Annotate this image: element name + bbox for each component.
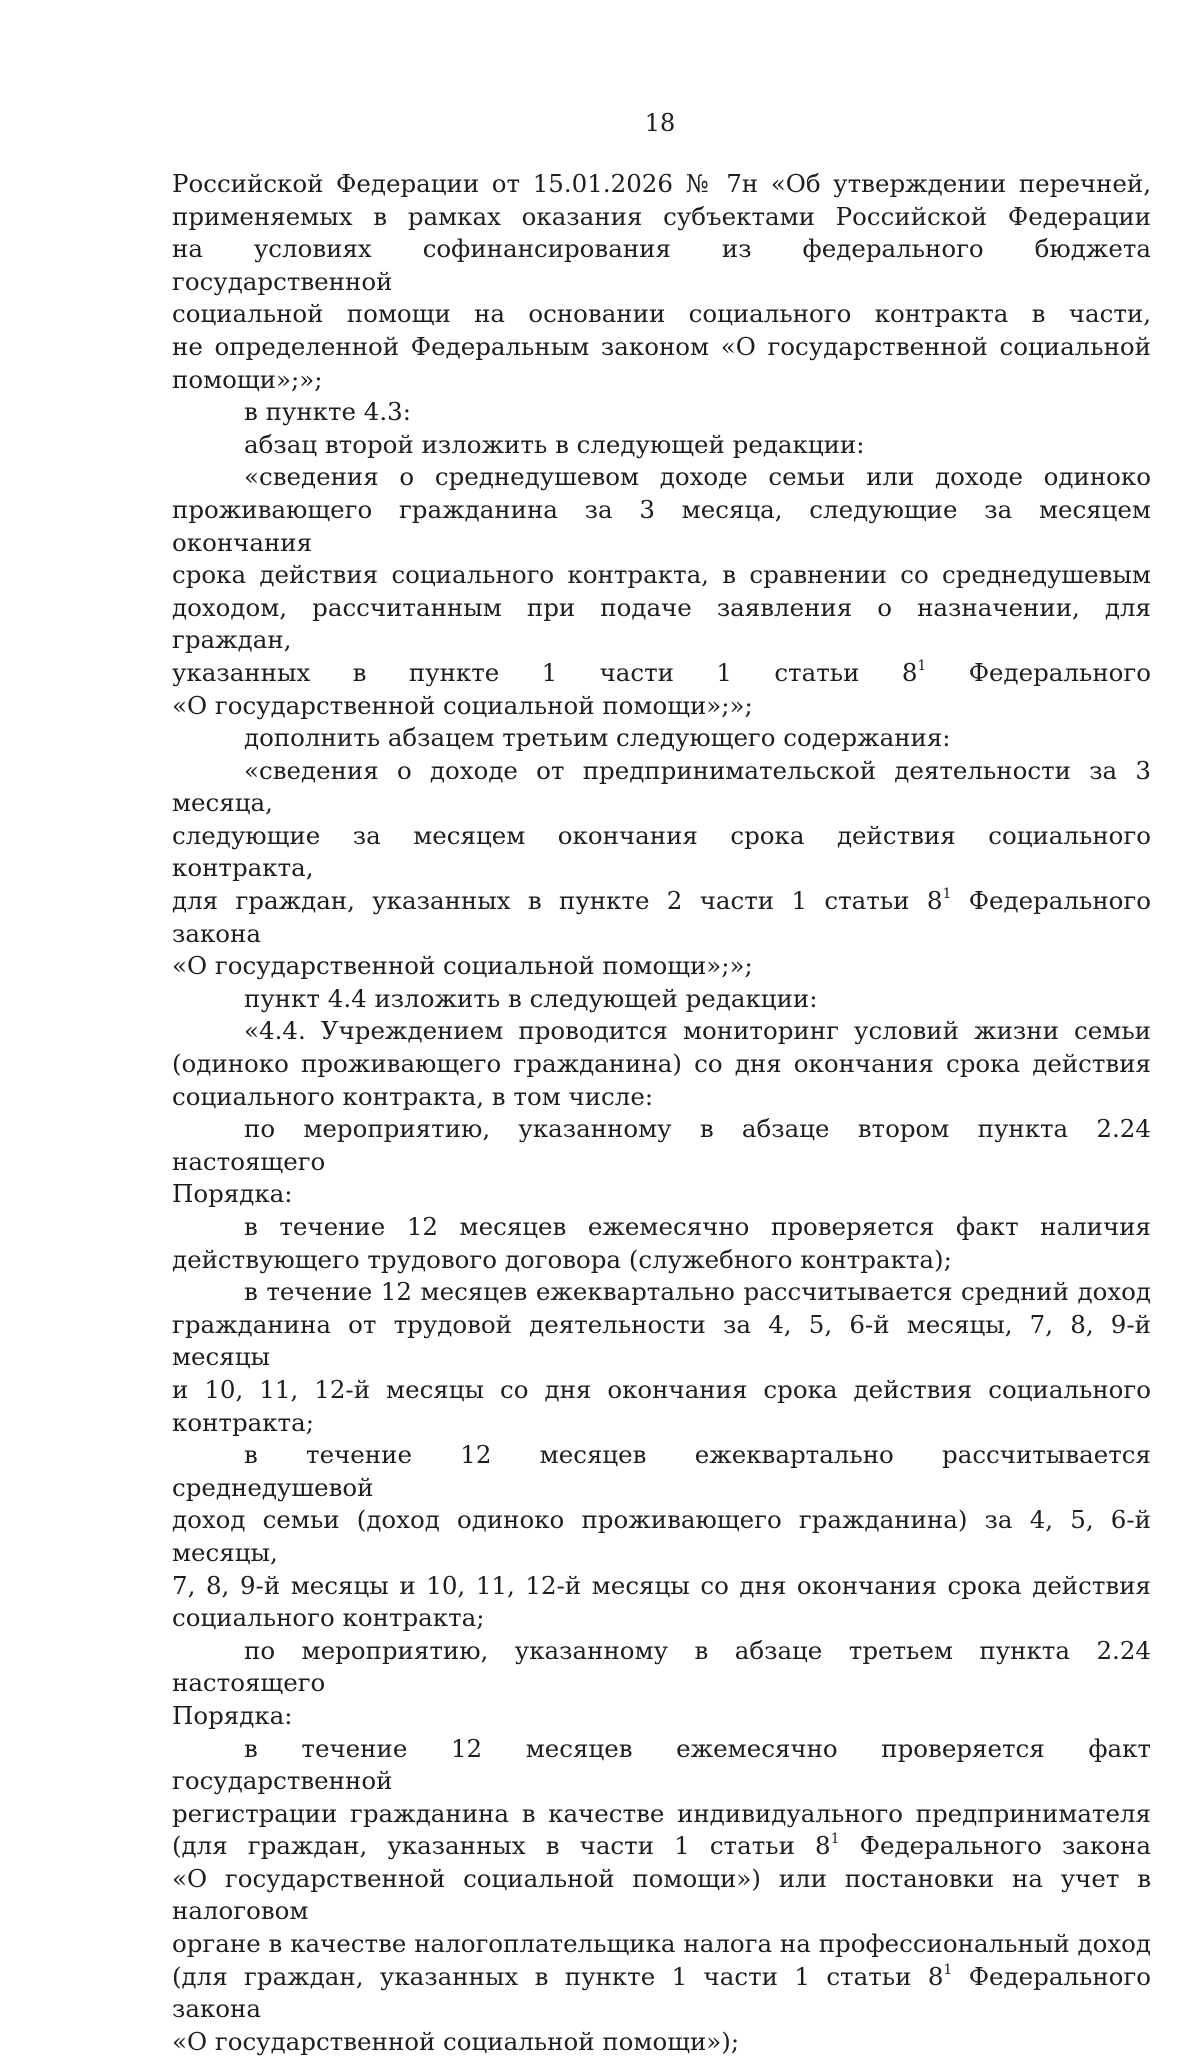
text-line: доходом, рассчитанным при подаче заявления о назначении, для граждан, <box>172 592 1151 657</box>
page-number: 18 <box>0 107 1200 139</box>
superscript: 1 <box>831 1831 840 1847</box>
paragraph <box>172 1276 1151 1439</box>
text-line: действующего трудового договора (служебного контракта); <box>172 1244 1151 1277</box>
text-line: по мероприятию, указанному в абзаце втором пункта 2.24 настоящего <box>172 1113 1151 1178</box>
paragraph <box>172 461 1151 722</box>
text-line: в течение 12 месяцев ежемесячно проверяется факт наличия <box>172 1211 1151 1244</box>
text-line: 7, 8, 9-й месяцы и 10, 11, 12-й месяцы со дня окончания срока действия <box>172 1570 1151 1603</box>
text-line: применяемых в рамках оказания субъектами Российской Федерации <box>172 201 1151 234</box>
text-line: абзац второй изложить в следующей редакции: <box>172 429 1151 462</box>
text-line: регистрации гражданина в качестве индивидуального предпринимателя <box>172 1798 1151 1831</box>
document-body <box>172 168 1151 2058</box>
text-fragment: (для граждан, указанных в пункте 1 части 1 статьи 8 <box>172 1962 943 1991</box>
text-line <box>172 1830 1151 1863</box>
paragraph <box>172 168 1151 396</box>
text-fragment: указанных в пункте 1 части 1 статьи 8 <box>172 658 917 687</box>
text-line: гражданина от трудовой деятельности за 4, 5, 6-й месяцы, 7, 8, 9-й месяцы <box>172 1309 1151 1374</box>
text-line: в течение 12 месяцев ежемесячно проверяется факт государственной <box>172 1733 1151 1798</box>
text-line: по мероприятию, указанному в абзаце третьем пункта 2.24 настоящего <box>172 1635 1151 1700</box>
text-fragment: Федерального закона <box>840 1831 1151 1860</box>
text-line: и 10, 11, 12-й месяцы со дня окончания срока действия социального контракта; <box>172 1374 1151 1439</box>
paragraph <box>172 1439 1151 1635</box>
text-line <box>172 885 1151 950</box>
paragraph <box>172 1015 1151 1113</box>
superscript: 1 <box>917 658 926 674</box>
paragraph <box>172 755 1151 983</box>
text-line: помощи»;»; <box>172 364 1151 397</box>
paragraph <box>172 1113 1151 1211</box>
text-line: «сведения о доходе от предпринимательской деятельности за 3 месяца, <box>172 755 1151 820</box>
superscript: 1 <box>942 886 951 902</box>
text-fragment: Федерального <box>926 658 1151 687</box>
text-line: «сведения о среднедушевом доходе семьи или доходе одиноко <box>172 461 1151 494</box>
text-line: (одиноко проживающего гражданина) со дня окончания срока действия <box>172 1048 1151 1081</box>
superscript: 1 <box>943 1962 952 1978</box>
text-line <box>172 657 1151 690</box>
text-line: пункт 4.4 изложить в следующей редакции: <box>172 983 1151 1016</box>
paragraph <box>172 983 1151 1016</box>
text-fragment: Федерального закона <box>172 1962 1151 2024</box>
text-line: органе в качестве налогоплательщика налога на профессиональный доход <box>172 1928 1151 1961</box>
text-fragment: для граждан, указанных в пункте 2 части 1 статьи 8 <box>172 886 942 915</box>
text-line: «4.4. Учреждением проводится мониторинг условий жизни семьи <box>172 1015 1151 1048</box>
text-line: «О государственной социальной помощи»;»; <box>172 950 1151 983</box>
text-line: Российской Федерации от 15.01.2026 № 7н «Об утверждении перечней, <box>172 168 1151 201</box>
text-line: доход семьи (доход одиноко проживающего гражданина) за 4, 5, 6-й месяцы, <box>172 1504 1151 1569</box>
text-line: не определенной Федеральным законом «О государственной социальной <box>172 331 1151 364</box>
paragraph <box>172 1211 1151 1276</box>
text-line: Порядка: <box>172 1178 1151 1211</box>
text-line: Порядка: <box>172 1700 1151 1733</box>
text-fragment: Федерального закона <box>172 886 1151 948</box>
paragraph <box>172 396 1151 429</box>
text-line: в течение 12 месяцев ежеквартально рассчитывается средний доход <box>172 1276 1151 1309</box>
paragraph <box>172 722 1151 755</box>
text-line: «О государственной социальной помощи»;»; <box>172 690 1151 723</box>
text-line: на условиях софинансирования из федерального бюджета государственной <box>172 233 1151 298</box>
text-line: социального контракта, в том числе: <box>172 1081 1151 1114</box>
text-line: проживающего гражданина за 3 месяца, следующие за месяцем окончания <box>172 494 1151 559</box>
text-line: «О государственной социальной помощи»); <box>172 2026 1151 2058</box>
text-line: социальной помощи на основании социального контракта в части, <box>172 298 1151 331</box>
text-line <box>172 1961 1151 2026</box>
text-line: социального контракта; <box>172 1602 1151 1635</box>
text-line: дополнить абзацем третьим следующего содержания: <box>172 722 1151 755</box>
text-fragment: (для граждан, указанных в части 1 статьи 8 <box>172 1831 831 1860</box>
text-line: срока действия социального контракта, в сравнении со среднедушевым <box>172 559 1151 592</box>
text-line: в течение 12 месяцев ежеквартально рассчитывается среднедушевой <box>172 1439 1151 1504</box>
text-line: в пункте 4.3: <box>172 396 1151 429</box>
paragraph <box>172 1635 1151 1733</box>
text-line: «О государственной социальной помощи») или постановки на учет в налоговом <box>172 1863 1151 1928</box>
paragraph <box>172 429 1151 462</box>
paragraph <box>172 1733 1151 2058</box>
text-line: следующие за месяцем окончания срока действия социального контракта, <box>172 820 1151 885</box>
